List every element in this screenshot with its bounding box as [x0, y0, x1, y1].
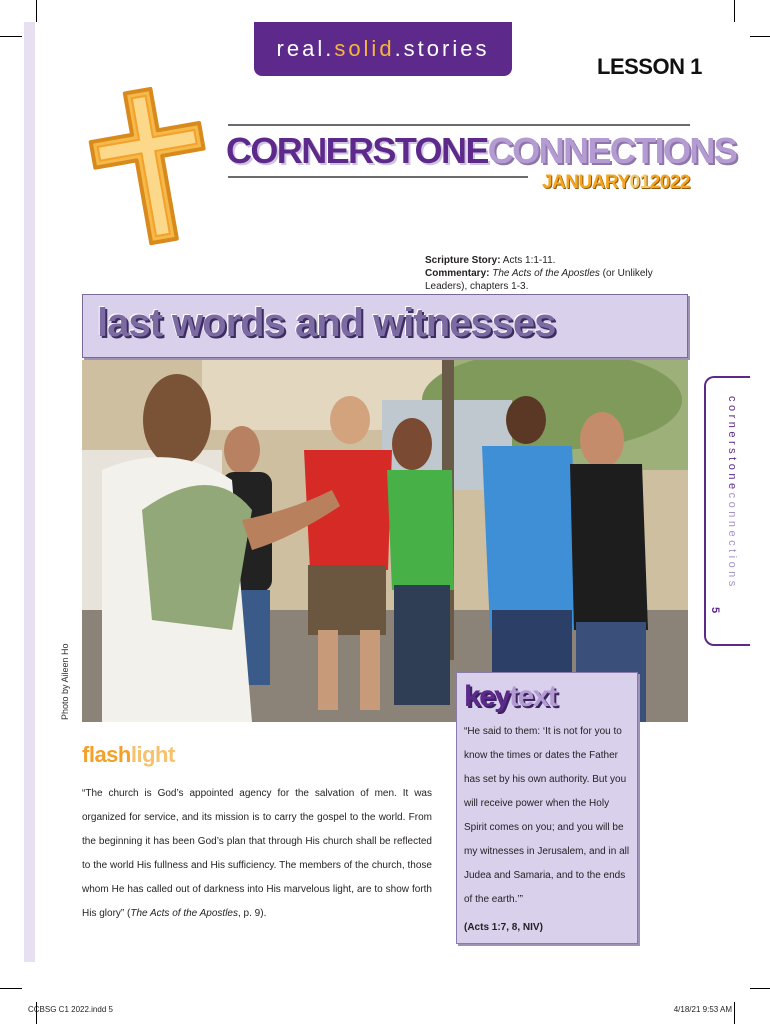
crop-mark — [750, 36, 770, 37]
crop-mark — [734, 0, 735, 22]
scripture-info — [425, 254, 695, 293]
keytext-reference: (Acts 1:7, 8, NIV) — [464, 922, 543, 933]
lesson-title: last words and witnesses — [97, 301, 556, 345]
tagline-part: real. — [276, 36, 335, 61]
scripture-story-ref: Acts 1:1-11. — [500, 255, 556, 266]
lesson-title-band — [82, 294, 688, 358]
crop-mark — [750, 988, 770, 989]
commentary-book: The Acts of the Apostles — [489, 268, 600, 279]
page-number: 5 — [709, 606, 722, 614]
tagline-tab — [254, 22, 512, 76]
scripture-story-label: Scripture Story: — [425, 255, 501, 266]
flashlight-quote — [82, 782, 432, 926]
slug-filename: CCBSG C1 2022.indd 5 — [28, 1005, 113, 1014]
commentary-rest: (or Unlikely Leaders), chapters 1-3. — [425, 268, 653, 292]
date-year: 2022 — [649, 172, 690, 193]
crop-mark — [36, 0, 37, 22]
lesson-label: LESSON 1 — [597, 54, 702, 79]
margin-strip — [24, 22, 35, 962]
slug-timestamp: 4/18/21 9:53 AM — [673, 1005, 732, 1014]
crop-mark — [0, 988, 22, 989]
flashlight-quote-end: , p. 9). — [238, 908, 267, 919]
lesson-photo — [82, 360, 688, 722]
side-tab-part: cornerstone — [726, 396, 738, 493]
keytext-heading — [464, 680, 556, 714]
crop-mark — [734, 1002, 735, 1024]
flashlight-quote-text: “The church is God’s appointed agency for the salvation of men. It was organized for service, and its mission is to carry the gospel to the world. From the beginning it has been God’s plan that through His church shall be reflected to the world His fullness and His sufficiency. The members of the church, those whom He has called out of darkness into His marvelous light, are to show forth His glory” ( — [82, 788, 432, 919]
flashlight-quote-book: The Acts of the Apostles — [130, 908, 238, 919]
keytext-verse: “He said to them: ‘It is not for you to know the times or dates the Father has set by his own authority. But you will receive power when the Holy Spirit comes on you; and you will be my witnesses in Jerusalem, and in all Judea and Samaria, and to the ends of the earth.’” — [464, 726, 630, 905]
crop-mark — [0, 36, 22, 37]
date-day: 01 — [629, 172, 650, 193]
date-month: JANUARY — [541, 172, 630, 193]
issue-date — [542, 172, 690, 194]
brand-title-part: CORNERSTONE — [226, 130, 488, 171]
tagline-highlight: solid — [334, 36, 395, 61]
tagline-part: .stories — [394, 36, 490, 61]
photo-credit: Photo by Aileen Ho — [60, 643, 70, 720]
flashlight-heading — [82, 742, 175, 768]
side-tab-part: connections — [726, 492, 738, 590]
keytext-heading-part: key — [464, 680, 510, 713]
commentary-label: Commentary: — [425, 268, 490, 279]
side-tab-label — [726, 396, 738, 590]
keytext-heading-part: text — [509, 680, 557, 713]
brand-title-part: CONNECTIONS — [487, 130, 737, 171]
brand-title — [226, 130, 736, 172]
flashlight-heading-part: flash — [82, 742, 131, 767]
title-rule-top — [228, 124, 690, 126]
flashlight-heading-part: light — [130, 742, 175, 767]
cross-logo — [76, 82, 226, 252]
title-rule-bottom — [228, 176, 528, 178]
